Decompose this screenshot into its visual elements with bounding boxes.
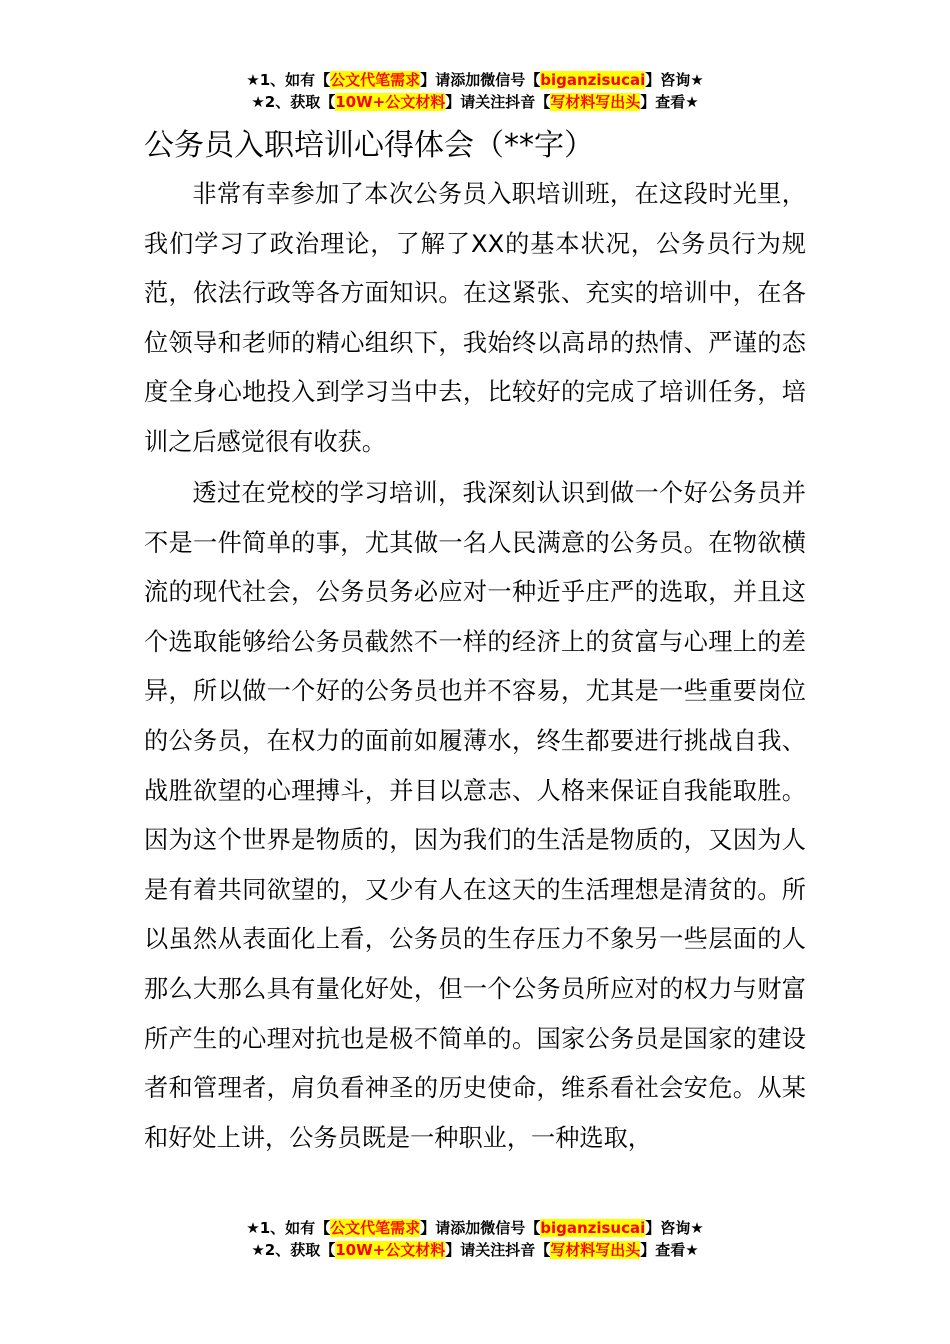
banner-text: 】咨询★ bbox=[645, 1219, 704, 1237]
banner-text: 】咨询★ bbox=[645, 71, 704, 89]
banner-highlight: 公文代笔需求 bbox=[330, 71, 421, 89]
banner-text: 】请关注抖音【 bbox=[445, 93, 551, 111]
banner-text: 】请添加微信号【 bbox=[420, 71, 541, 89]
wechat-id-highlight: biganzisucai bbox=[540, 1219, 646, 1237]
banner-highlight: 10W+公文材料 bbox=[335, 93, 446, 111]
body-paragraph: 透过在党校的学习培训，我深刻认识到做一个好公务员并不是一件简单的事，尤其做一名人民满意的公务员。在物欲横流的现代社会，公务员务必应对一种近乎庄严的选取，并且这个选取能够给公务员截然不一样的经济上的贫富与心理上的差异，所以做一个好的公务员也并不容易，尤其是一些重要岗位的公务员，在权力的面前如履薄水，终生都要进行挑战自我、战胜欲望的心理搏斗，并目以意志、人格来保证自我能取胜。因为这个世界是物质的，因为我们的生活是物质的，又因为人是有着共同欲望的，又少有人在这天的生活理想是清贫的。所以虽然从表面化上看，公务员的生存压力不象另一些层面的人那么大那么具有量化好处，但一个公务员所应对的权力与财富所产生的心理对抗也是极不简单的。国家公务员是国家的建设者和管理者，肩负看神圣的历史使命，维系看社会安危。从某和好处上讲，公务员既是一种职业，一种选取， bbox=[144, 479, 806, 1152]
banner-line-2 bbox=[0, 91, 950, 113]
banner-line-1 bbox=[0, 69, 950, 91]
body-paragraph-1-container bbox=[144, 170, 806, 468]
banner-line-1 bbox=[0, 1217, 950, 1239]
banner-text: 】请关注抖音【 bbox=[445, 1241, 551, 1259]
document-title: 公务员入职培训心得体会（**字） bbox=[144, 128, 594, 163]
banner-text: 】请添加微信号【 bbox=[420, 1219, 541, 1237]
douyin-account-highlight: 写材料写出头 bbox=[550, 1241, 641, 1259]
banner-text: ★2、获取【 bbox=[251, 93, 336, 111]
douyin-account-highlight: 写材料写出头 bbox=[550, 93, 641, 111]
banner-text: ★2、获取【 bbox=[251, 1241, 336, 1259]
header-banner bbox=[0, 69, 950, 113]
body-paragraph: 非常有幸参加了本次公务员入职培训班，在这段时光里，我们学习了政治理论，了解了XX的基本状况，公务员行为规范，依法行政等各方面知识。在这紧张、充实的培训中，在各位领导和老师的精心组织下，我始终以高昂的热情、严谨的态度全身心地投入到学习当中去，比较好的完成了培训任务，培训之后感觉很有收获。 bbox=[144, 180, 806, 456]
banner-text: 】查看★ bbox=[640, 93, 699, 111]
banner-line-2 bbox=[0, 1239, 950, 1261]
wechat-id-highlight: biganzisucai bbox=[540, 71, 646, 89]
banner-text: ★1、如有【 bbox=[246, 71, 331, 89]
banner-text: 】查看★ bbox=[640, 1241, 699, 1259]
body-paragraph-2-container bbox=[144, 469, 806, 1163]
banner-highlight: 10W+公文材料 bbox=[335, 1241, 446, 1259]
footer-banner bbox=[0, 1217, 950, 1261]
banner-highlight: 公文代笔需求 bbox=[330, 1219, 421, 1237]
banner-text: ★1、如有【 bbox=[246, 1219, 331, 1237]
